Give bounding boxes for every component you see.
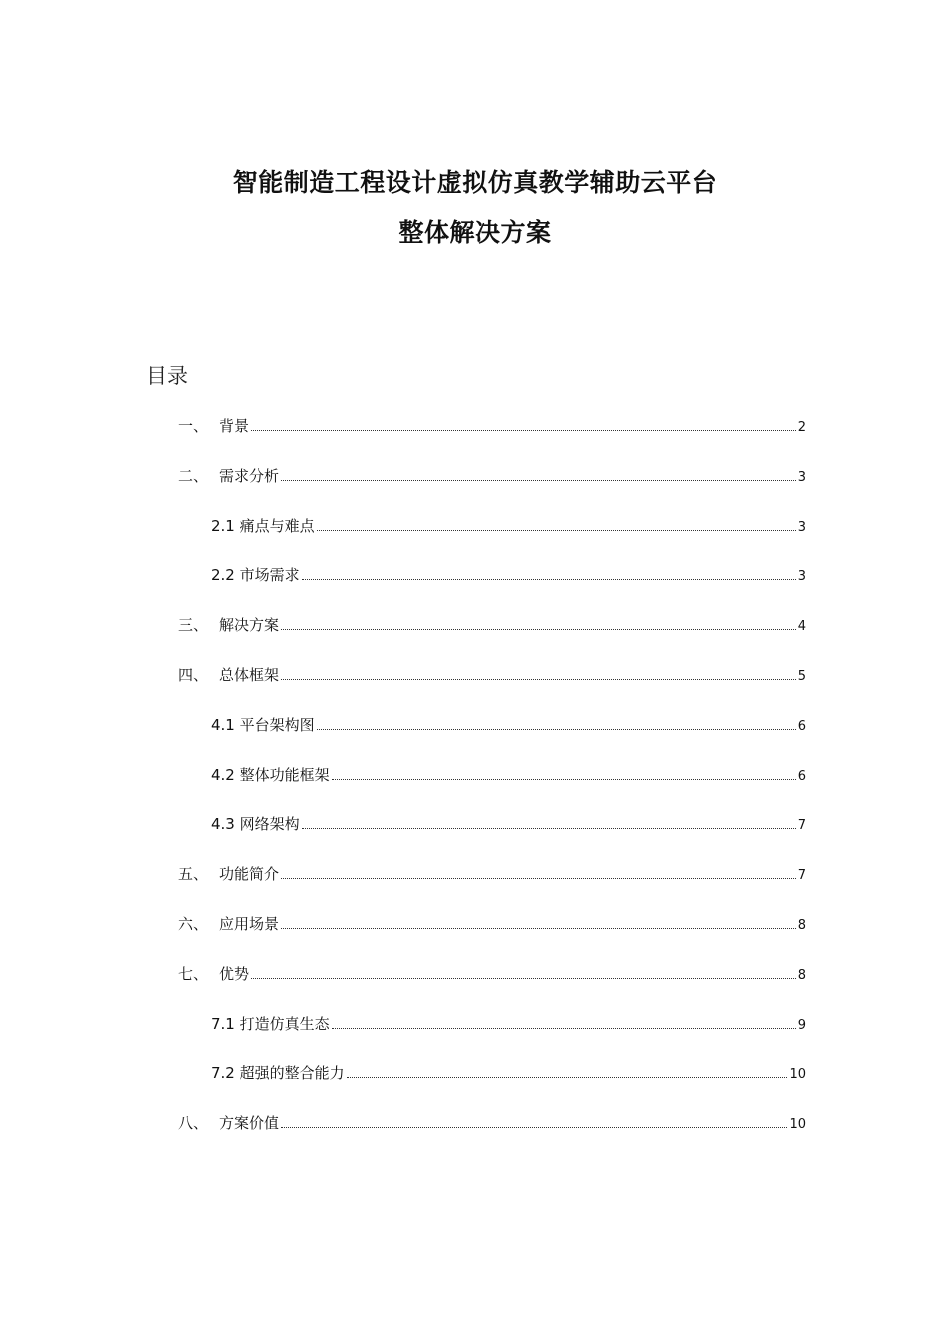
toc-entry-page-number: 9 [797,1018,806,1033]
toc-entry-page-number: 10 [789,1067,806,1082]
toc-dot-leader [281,679,796,680]
toc-entry[interactable] [178,611,806,635]
toc-entry-label: 7.1 打造仿真生态 [211,1015,330,1033]
toc-entry-page-number: 3 [797,520,806,535]
toc-entry[interactable] [211,761,806,785]
toc-entry-label: 4.1 平台架构图 [211,716,315,734]
toc-entry-number: 二、 [178,467,209,485]
toc-entry[interactable] [178,462,806,486]
toc-dot-leader [281,480,796,481]
toc-entry[interactable] [211,512,806,536]
toc-dot-leader [317,729,796,730]
toc-dot-leader [281,629,796,630]
toc-entry[interactable] [211,1059,806,1083]
toc-entry[interactable] [211,711,806,735]
toc-entry-page-number: 3 [797,470,806,485]
toc-entry-number: 七、 [178,965,209,983]
toc-entry-page-number: 7 [797,868,806,883]
toc-dot-leader [332,779,796,780]
toc-entry-page-number: 8 [797,918,806,933]
toc-entry-label: 4.3 网络架构 [211,815,300,833]
toc-entry-page-number: 2 [797,420,806,435]
toc-entry-label: 7.2 超强的整合能力 [211,1064,345,1082]
toc-entry-number: 三、 [178,616,209,634]
toc-entry-page-number: 6 [797,769,806,784]
document-title-line-2: 整体解决方案 [398,218,552,247]
toc-dot-leader [347,1077,788,1078]
toc-dot-leader [332,1028,796,1029]
toc-entry-page-number: 10 [789,1117,806,1132]
toc-entry-number: 八、 [178,1114,209,1132]
toc-entry[interactable] [178,661,806,685]
toc-entry-label: 4.2 整体功能框架 [211,766,330,784]
toc-entry-label: 背景 [219,417,250,435]
toc-entry-number: 五、 [178,865,209,883]
toc-heading: 目录 [146,364,188,388]
toc-entry-page-number: 3 [797,569,806,584]
toc-entry-number: 四、 [178,666,209,684]
toc-entry[interactable] [211,561,806,585]
toc-dot-leader [302,579,796,580]
toc-entry-number: 六、 [178,915,209,933]
toc-entry[interactable] [178,960,806,984]
toc-entry[interactable] [211,1010,806,1034]
toc-entry[interactable] [178,860,806,884]
toc-entry-label: 2.1 痛点与难点 [211,517,315,535]
toc-entry-label: 优势 [219,965,250,983]
toc-entry-number: 一、 [178,417,209,435]
toc-entry[interactable] [178,412,806,436]
toc-entry-page-number: 4 [797,619,806,634]
toc-dot-leader [281,878,796,879]
toc-dot-leader [302,828,796,829]
toc-entry-label: 总体框架 [219,666,280,684]
toc-entry-label: 2.2 市场需求 [211,566,300,584]
document-title-line-1: 智能制造工程设计虚拟仿真教学辅助云平台 [232,168,718,197]
toc-dot-leader [281,928,796,929]
toc-entry-label: 方案价值 [219,1114,280,1132]
toc-entry-page-number: 6 [797,719,806,734]
toc-entry-page-number: 5 [797,669,806,684]
toc-entry-page-number: 8 [797,968,806,983]
toc-entry-label: 应用场景 [219,915,280,933]
toc-dot-leader [251,430,796,431]
toc-entry[interactable] [178,1109,806,1133]
toc-entry-label: 需求分析 [219,467,280,485]
toc-entry-label: 功能简介 [219,865,280,883]
toc-entry-page-number: 7 [797,818,806,833]
toc-dot-leader [251,978,796,979]
toc-entry-label: 解决方案 [219,616,280,634]
toc-entry[interactable] [178,910,806,934]
toc-dot-leader [317,530,796,531]
toc-entry[interactable] [211,810,806,834]
toc-dot-leader [281,1127,787,1128]
